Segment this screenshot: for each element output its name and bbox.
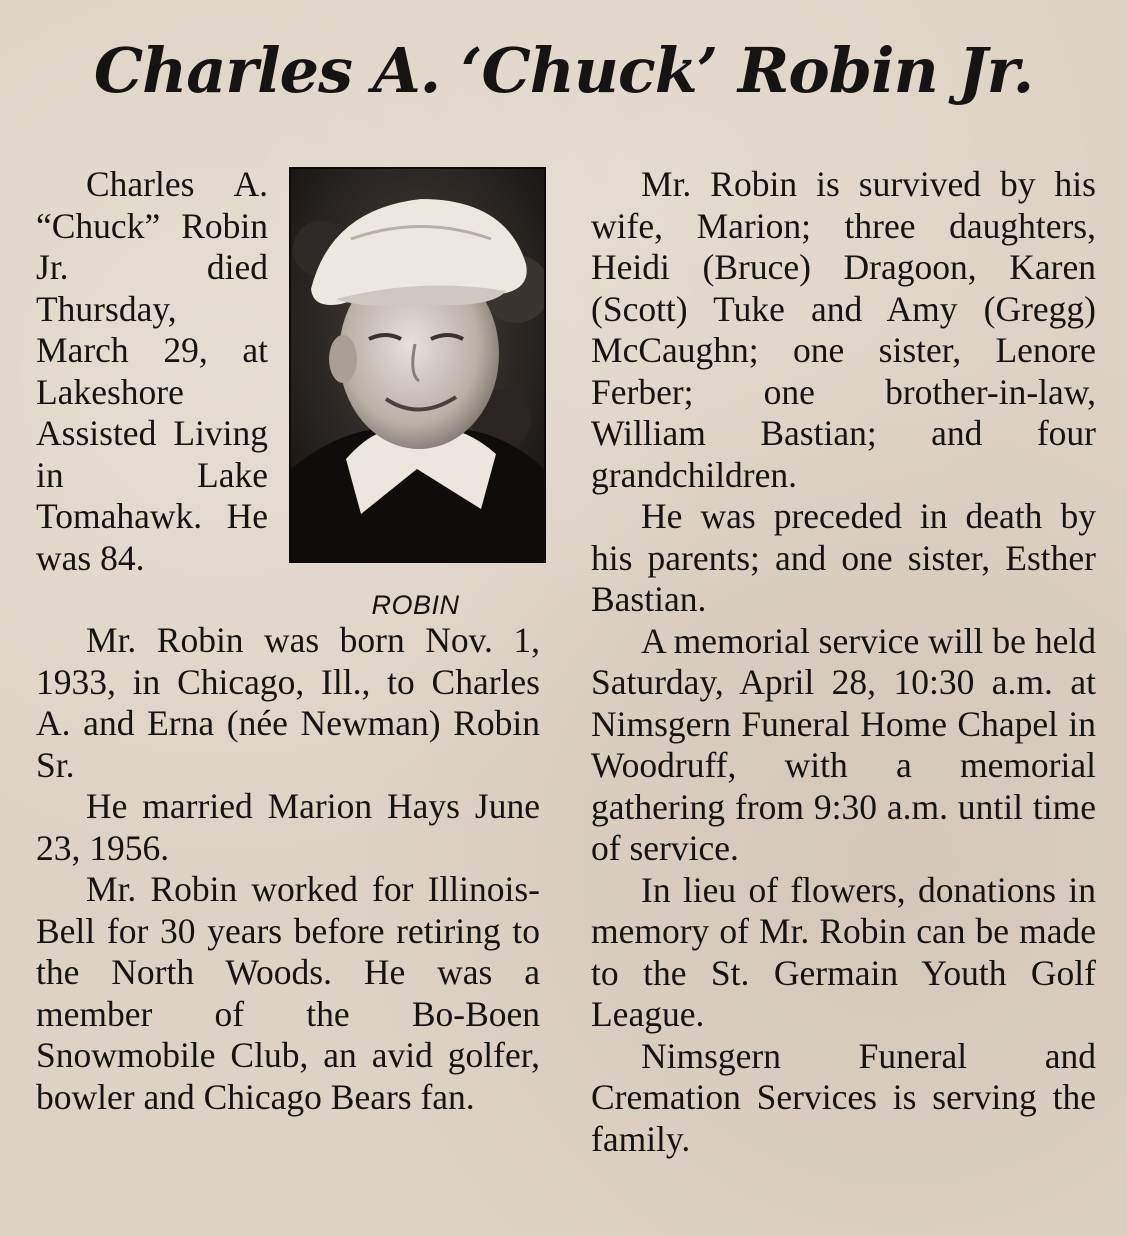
funeral-home-paragraph: Nimsgern Funeral and Cremation Services is serving the family. — [591, 1035, 1096, 1159]
preceded-paragraph: He was preceded in death by his parents; and one sister, Esther Bastian. — [591, 496, 1096, 619]
obituary-headline: Charles A. ‘Chuck’ Robin Jr. — [93, 34, 1034, 107]
right-column — [591, 164, 1096, 1160]
photo-caption: ROBIN — [371, 590, 460, 620]
marriage-paragraph: He married Marion Hays June 23, 1956. — [36, 786, 540, 868]
career-paragraph: Mr. Robin worked for Illinois-Bell for 30 years before retiring to the North Woods. He was a member of the Bo-Boen Snowmobile Club, an avid golfer, bowler and Chicago Bears fan. — [36, 869, 540, 1117]
left-column-intro — [36, 164, 268, 579]
portrait-image — [291, 169, 544, 561]
intro-paragraph: Charles A. “Chuck” Robin Jr. died Thursday, March 29, at Lakeshore Assisted Living in Lake Tomahawk. He was 84. — [36, 164, 268, 578]
left-column — [36, 620, 540, 1118]
survivors-paragraph: Mr. Robin is survived by his wife, Marion; three daughters, Heidi (Bruce) Dragoon, Karen (Scott) Tuke and Amy (Gregg) McCaughn; one sister, Lenore Ferber; one brother-in-law, William Bastian; and four grandchildren. — [591, 164, 1096, 495]
portrait-photo — [289, 167, 546, 563]
donations-paragraph: In lieu of flowers, donations in memory of Mr. Robin can be made to the St. Germain Youth Golf League. — [591, 869, 1096, 1034]
memorial-paragraph: A memorial service will be held Saturday, April 28, 10:30 a.m. at Nimsgern Funeral Home Chapel in Woodruff, with a memorial gathering from 9:30 a.m. until time of service. — [591, 620, 1096, 868]
birth-paragraph: Mr. Robin was born Nov. 1, 1933, in Chicago, Ill., to Charles A. and Erna (née Newman) Robin Sr. — [36, 620, 540, 785]
